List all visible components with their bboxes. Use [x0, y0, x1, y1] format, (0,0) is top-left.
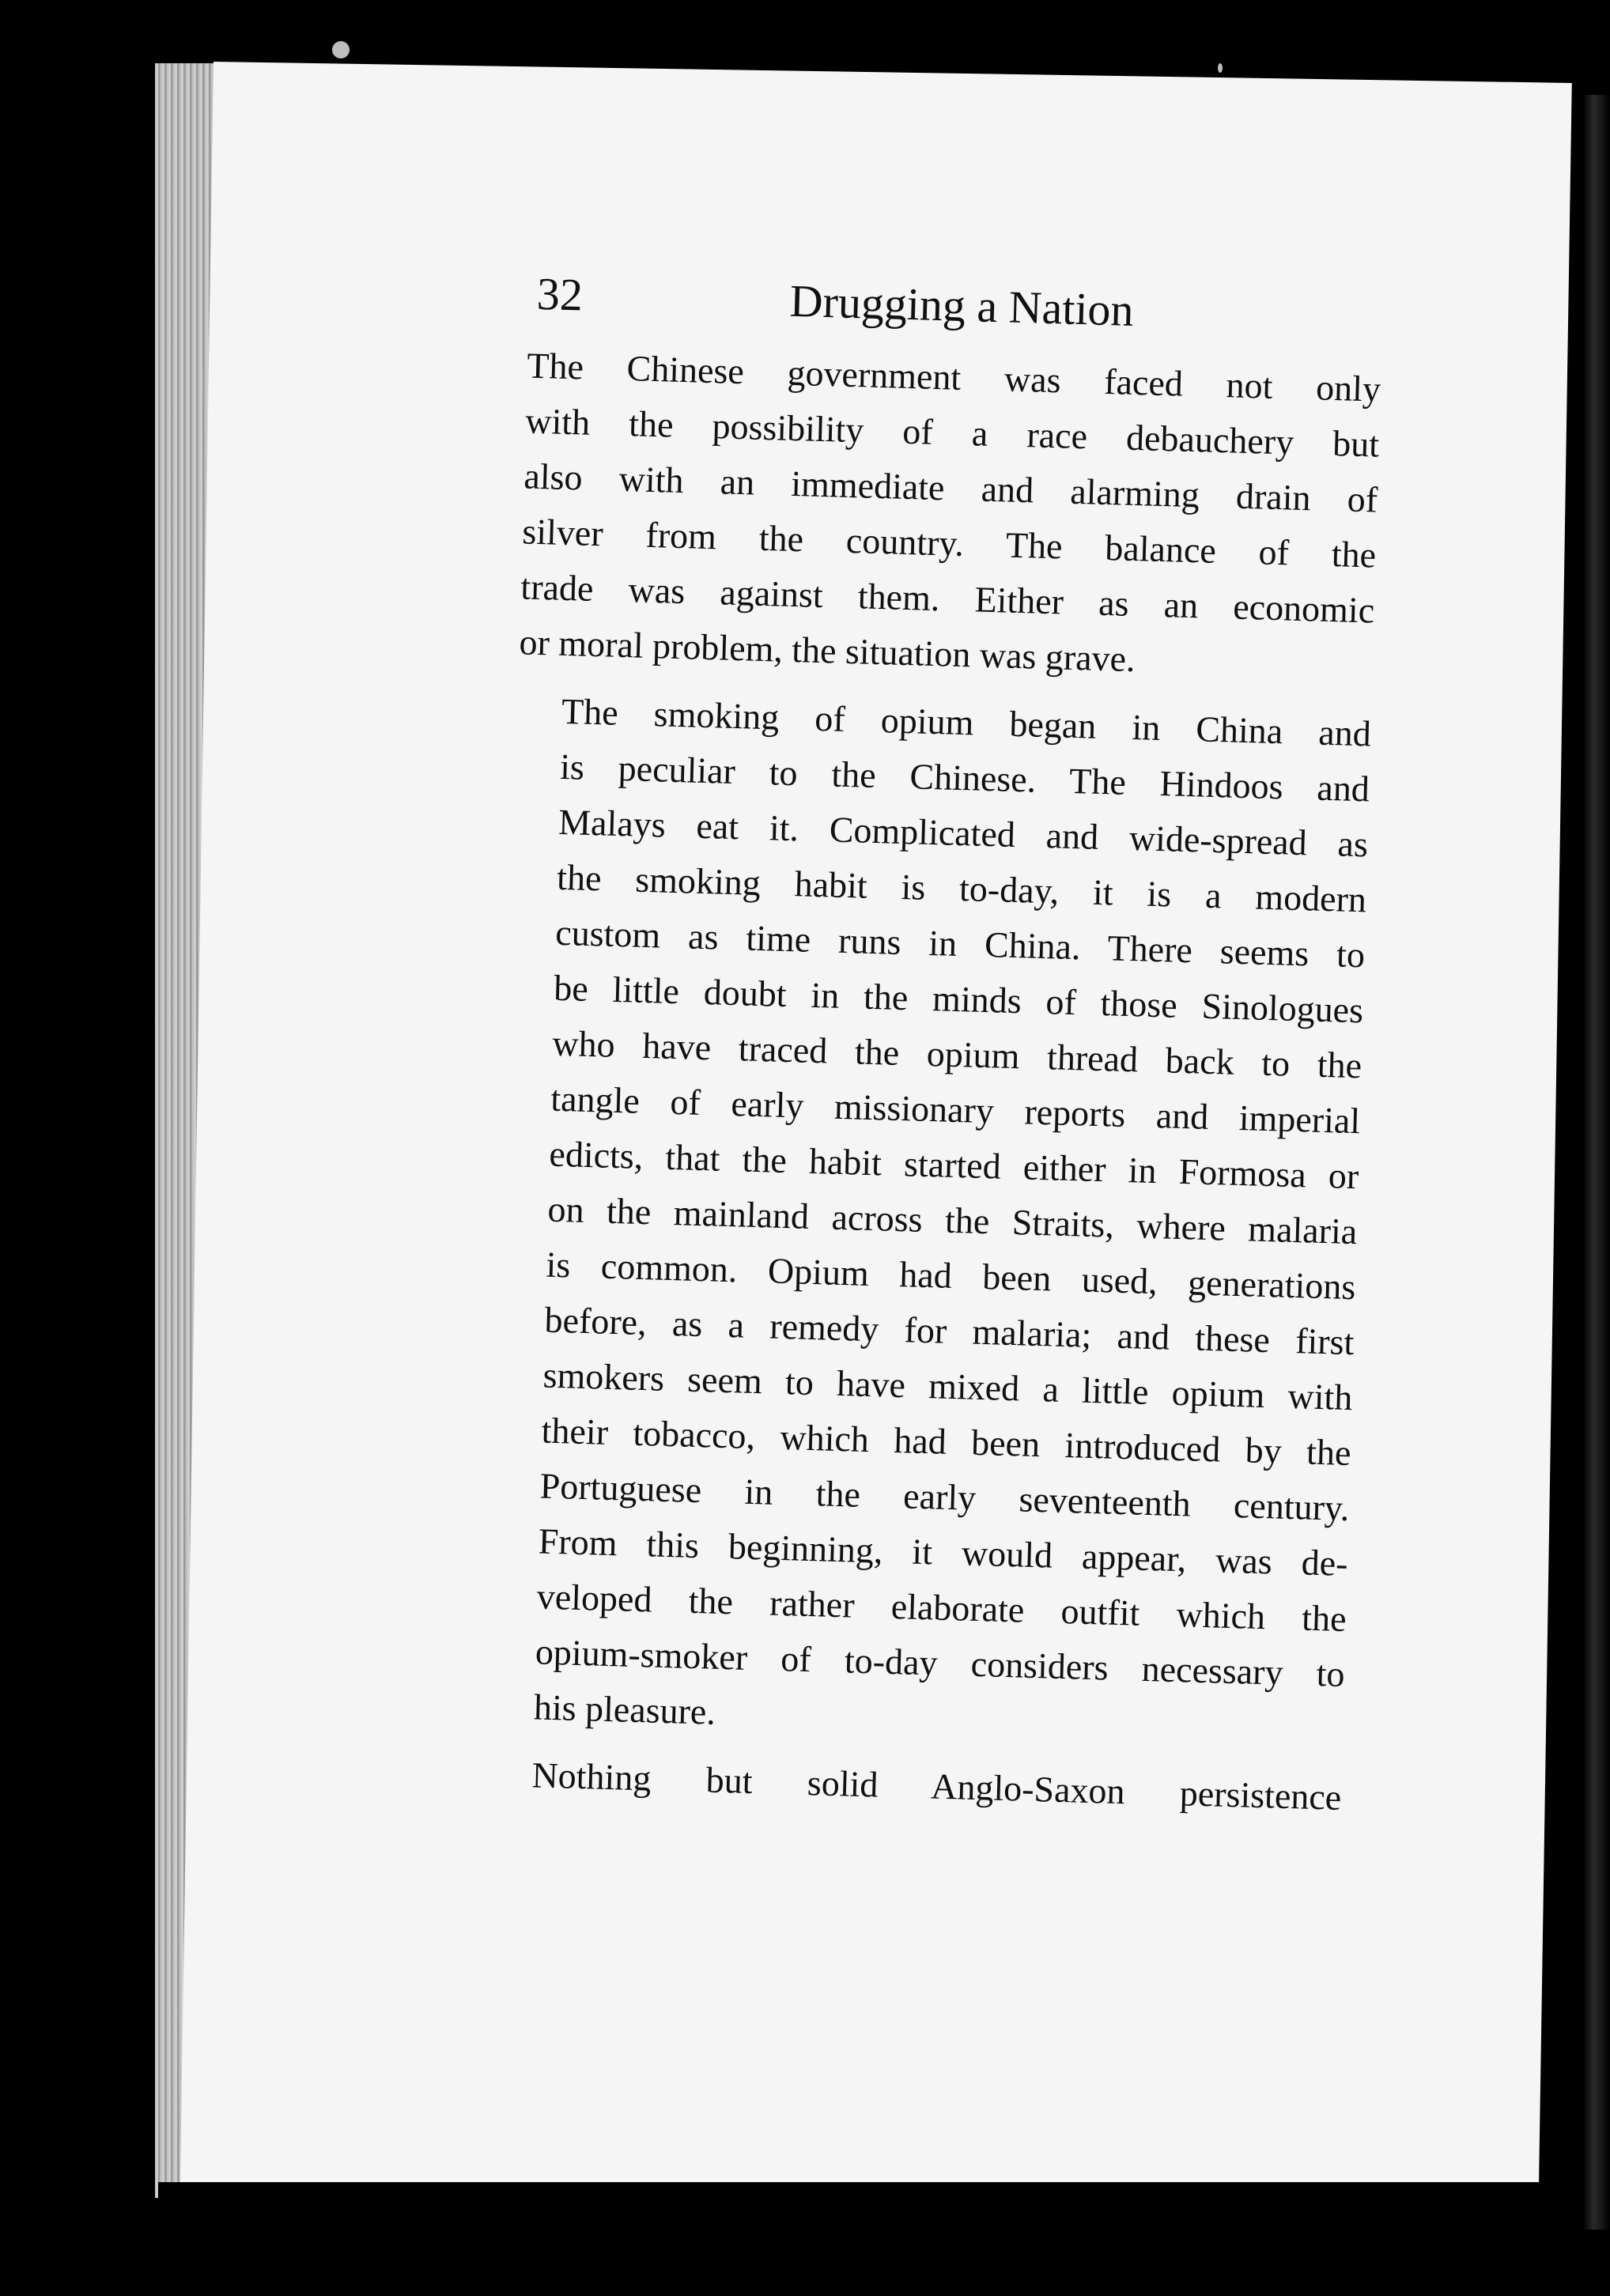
- paragraph: [489, 682, 1372, 1758]
- text-line: Nothing but solid Anglo-Saxon persistence: [531, 1754, 1342, 1818]
- facing-page-edge: [1583, 95, 1610, 2230]
- text-line: or moral problem, the situation was grave.: [518, 621, 1136, 680]
- running-title: Drugging a Nation: [788, 274, 1135, 336]
- text-line: opium-smoker of to-day considers necessary to: [535, 1631, 1346, 1695]
- text-line: silver from the country. The balance of the: [521, 511, 1377, 576]
- text-line: Portuguese in the early seventeenth century.: [539, 1465, 1351, 1529]
- text-line: is peculiar to the Chinese. The Hindoos and: [559, 746, 1370, 810]
- scan-background-bottom: [158, 2182, 1582, 2296]
- text-line: who have traced the opium thread back to the: [551, 1022, 1362, 1086]
- text-line: The Chinese government was faced not only: [526, 345, 1381, 410]
- paragraph: [487, 1747, 1343, 1826]
- text-line: From this beginning, it would appear, was de-: [538, 1520, 1349, 1584]
- text-line: tangle of early missionary reports and imperial: [550, 1078, 1361, 1142]
- dust-speck: [1218, 63, 1223, 73]
- text-line: the smoking habit is to-day, it is a modern: [556, 856, 1367, 920]
- page-number: 32: [536, 267, 584, 321]
- text-line: on the mainland across the Straits, where malaria: [546, 1188, 1358, 1252]
- dust-speck: [332, 41, 350, 59]
- text-line: The smoking of opium began in China and: [561, 690, 1372, 754]
- text-line: Malays eat it. Complicated and wide-spread as: [557, 801, 1369, 865]
- text-line: their tobacco, which had been introduced by the: [541, 1410, 1352, 1474]
- text-line: his pleasure.: [533, 1686, 716, 1732]
- text-line: be little doubt in the minds of those Sinologues: [553, 967, 1364, 1031]
- text-line: is common. Opium had been used, generations: [545, 1244, 1356, 1308]
- paragraph: [519, 338, 1381, 694]
- text-line: smokers seem to have mixed a little opium with: [542, 1354, 1354, 1418]
- text-line: custom as time runs in China. There seems to: [554, 912, 1366, 976]
- text-line: before, as a remedy for malaria; and these first: [544, 1299, 1355, 1363]
- body-text: [487, 338, 1381, 1826]
- text-line: edicts, that the habit started either in Formosa or: [548, 1133, 1359, 1197]
- text-block: [273, 261, 1391, 1838]
- text-line: with the possibility of a race debauchery but: [524, 400, 1380, 465]
- text-line: trade was against them. Either as an economic: [520, 566, 1375, 631]
- text-line: veloped the rather elaborate outfit which the: [536, 1576, 1347, 1640]
- text-line: also with an immediate and alarming drain of: [523, 455, 1378, 520]
